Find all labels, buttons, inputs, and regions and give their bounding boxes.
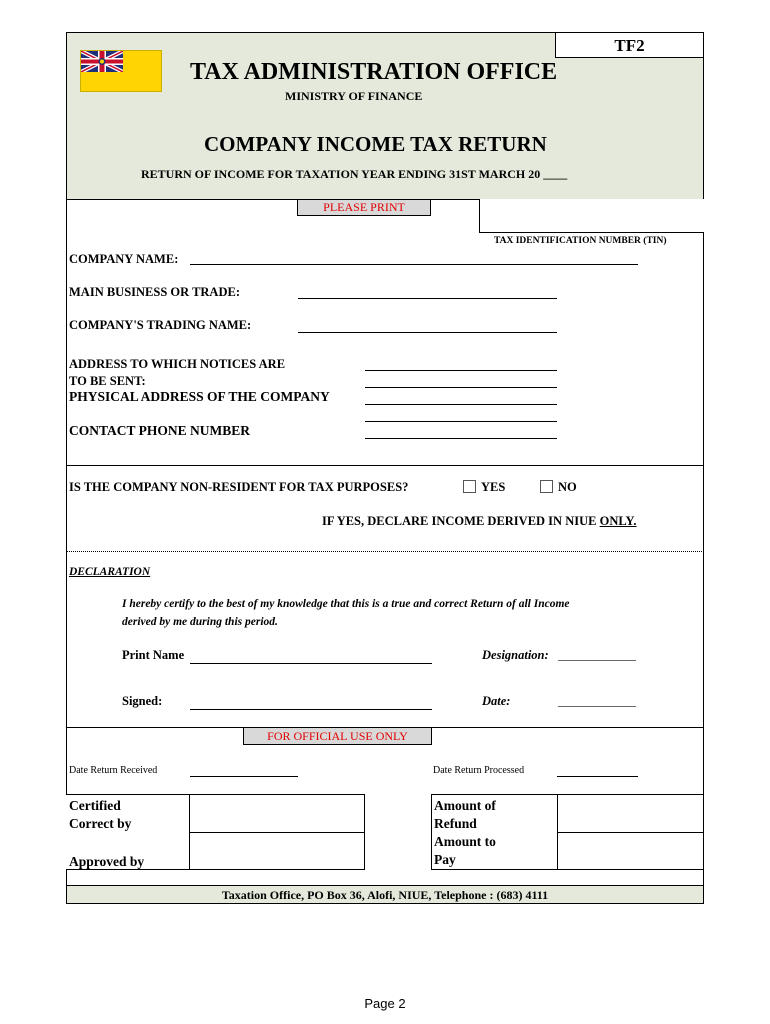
notice-address-label-1: ADDRESS TO WHICH NOTICES ARE bbox=[69, 357, 286, 371]
approved-by-field[interactable] bbox=[189, 832, 365, 870]
contact-phone-field[interactable] bbox=[365, 438, 557, 439]
contact-phone-label: CONTACT PHONE NUMBER bbox=[69, 423, 251, 438]
niue-flag-icon bbox=[80, 50, 162, 92]
ministry-name: MINISTRY OF FINANCE bbox=[285, 89, 423, 103]
date-processed-label: Date Return Processed bbox=[433, 765, 525, 776]
certified-label-1: Certified bbox=[69, 798, 121, 813]
footer-address: Taxation Office, PO Box 36, Alofi, NIUE, Telephone : (683) 4111 bbox=[66, 885, 704, 904]
official-use-banner: FOR OFFICIAL USE ONLY bbox=[243, 727, 432, 745]
address-field-line-2[interactable] bbox=[365, 387, 557, 388]
pay-label-1: Amount to bbox=[434, 834, 496, 849]
address-field-line-4[interactable] bbox=[365, 421, 557, 422]
designation-label: Designation: bbox=[482, 648, 549, 662]
union-jack-icon bbox=[81, 51, 123, 72]
nonresident-question: IS THE COMPANY NON-RESIDENT FOR TAX PURPOSES? bbox=[69, 480, 409, 494]
yes-checkbox[interactable] bbox=[463, 480, 476, 493]
date-received-label: Date Return Received bbox=[69, 765, 158, 776]
date-field[interactable]: _____________ bbox=[558, 694, 636, 708]
certified-by-field[interactable] bbox=[189, 794, 365, 833]
refund-amount-field[interactable] bbox=[557, 794, 704, 833]
nonresident-note-emphasis: ONLY. bbox=[599, 514, 637, 528]
please-print-banner: PLEASE PRINT bbox=[297, 199, 431, 216]
office-title: TAX ADMINISTRATION OFFICE bbox=[190, 59, 558, 85]
designation-field[interactable]: _____________ bbox=[558, 648, 636, 662]
date-processed-field[interactable] bbox=[557, 776, 638, 777]
main-business-field[interactable] bbox=[298, 298, 557, 299]
yes-label: YES bbox=[481, 480, 506, 494]
company-name-label: COMPANY NAME: bbox=[69, 252, 179, 266]
nonresident-note-text: IF YES, DECLARE INCOME DERIVED IN NIUE bbox=[322, 514, 600, 528]
signature-field[interactable] bbox=[190, 709, 432, 710]
form-code-box: TF2 bbox=[555, 32, 704, 58]
return-period: RETURN OF INCOME FOR TAXATION YEAR ENDING 31ST MARCH 20 ____ bbox=[141, 167, 568, 181]
declaration-text-line-2: derived by me during this period. bbox=[122, 616, 278, 628]
address-field-line-1[interactable] bbox=[365, 370, 557, 371]
refund-label-1: Amount of bbox=[434, 798, 496, 813]
section-divider-declaration bbox=[66, 551, 704, 552]
date-label: Date: bbox=[482, 694, 511, 708]
section-divider-residency bbox=[66, 465, 704, 466]
main-business-label: MAIN BUSINESS OR TRADE: bbox=[69, 285, 240, 299]
pay-label-2: Pay bbox=[434, 852, 456, 867]
certified-label-2: Correct by bbox=[69, 816, 132, 831]
print-name-field[interactable] bbox=[190, 663, 432, 664]
trading-name-field[interactable] bbox=[298, 332, 557, 333]
amount-label-cell bbox=[431, 794, 558, 870]
page-number: Page 2 bbox=[364, 996, 406, 1011]
declaration-heading: DECLARATION bbox=[69, 566, 151, 578]
physical-address-label: PHYSICAL ADDRESS OF THE COMPANY bbox=[69, 389, 330, 404]
address-field-line-3[interactable] bbox=[365, 404, 557, 405]
notice-address-label-2: TO BE SENT: bbox=[69, 374, 146, 388]
certified-label-cell bbox=[66, 794, 190, 870]
date-received-field[interactable] bbox=[190, 776, 298, 777]
no-checkbox[interactable] bbox=[540, 480, 553, 493]
tin-label: TAX IDENTIFICATION NUMBER (TIN) bbox=[494, 236, 667, 246]
declaration-text-line-1: I hereby certify to the best of my knowledge that this is a true and correct Return of all Income bbox=[122, 598, 570, 610]
trading-name-label: COMPANY'S TRADING NAME: bbox=[69, 318, 252, 332]
nonresident-note bbox=[322, 514, 637, 529]
no-label: NO bbox=[558, 480, 577, 494]
approved-label: Approved by bbox=[69, 854, 145, 869]
tin-input-box[interactable] bbox=[479, 199, 704, 233]
form-title: COMPANY INCOME TAX RETURN bbox=[204, 132, 547, 156]
signed-label: Signed: bbox=[122, 694, 163, 708]
refund-label-2: Refund bbox=[434, 816, 477, 831]
print-name-label: Print Name bbox=[122, 648, 185, 662]
pay-amount-field[interactable] bbox=[557, 832, 704, 870]
company-name-field[interactable] bbox=[190, 264, 638, 265]
